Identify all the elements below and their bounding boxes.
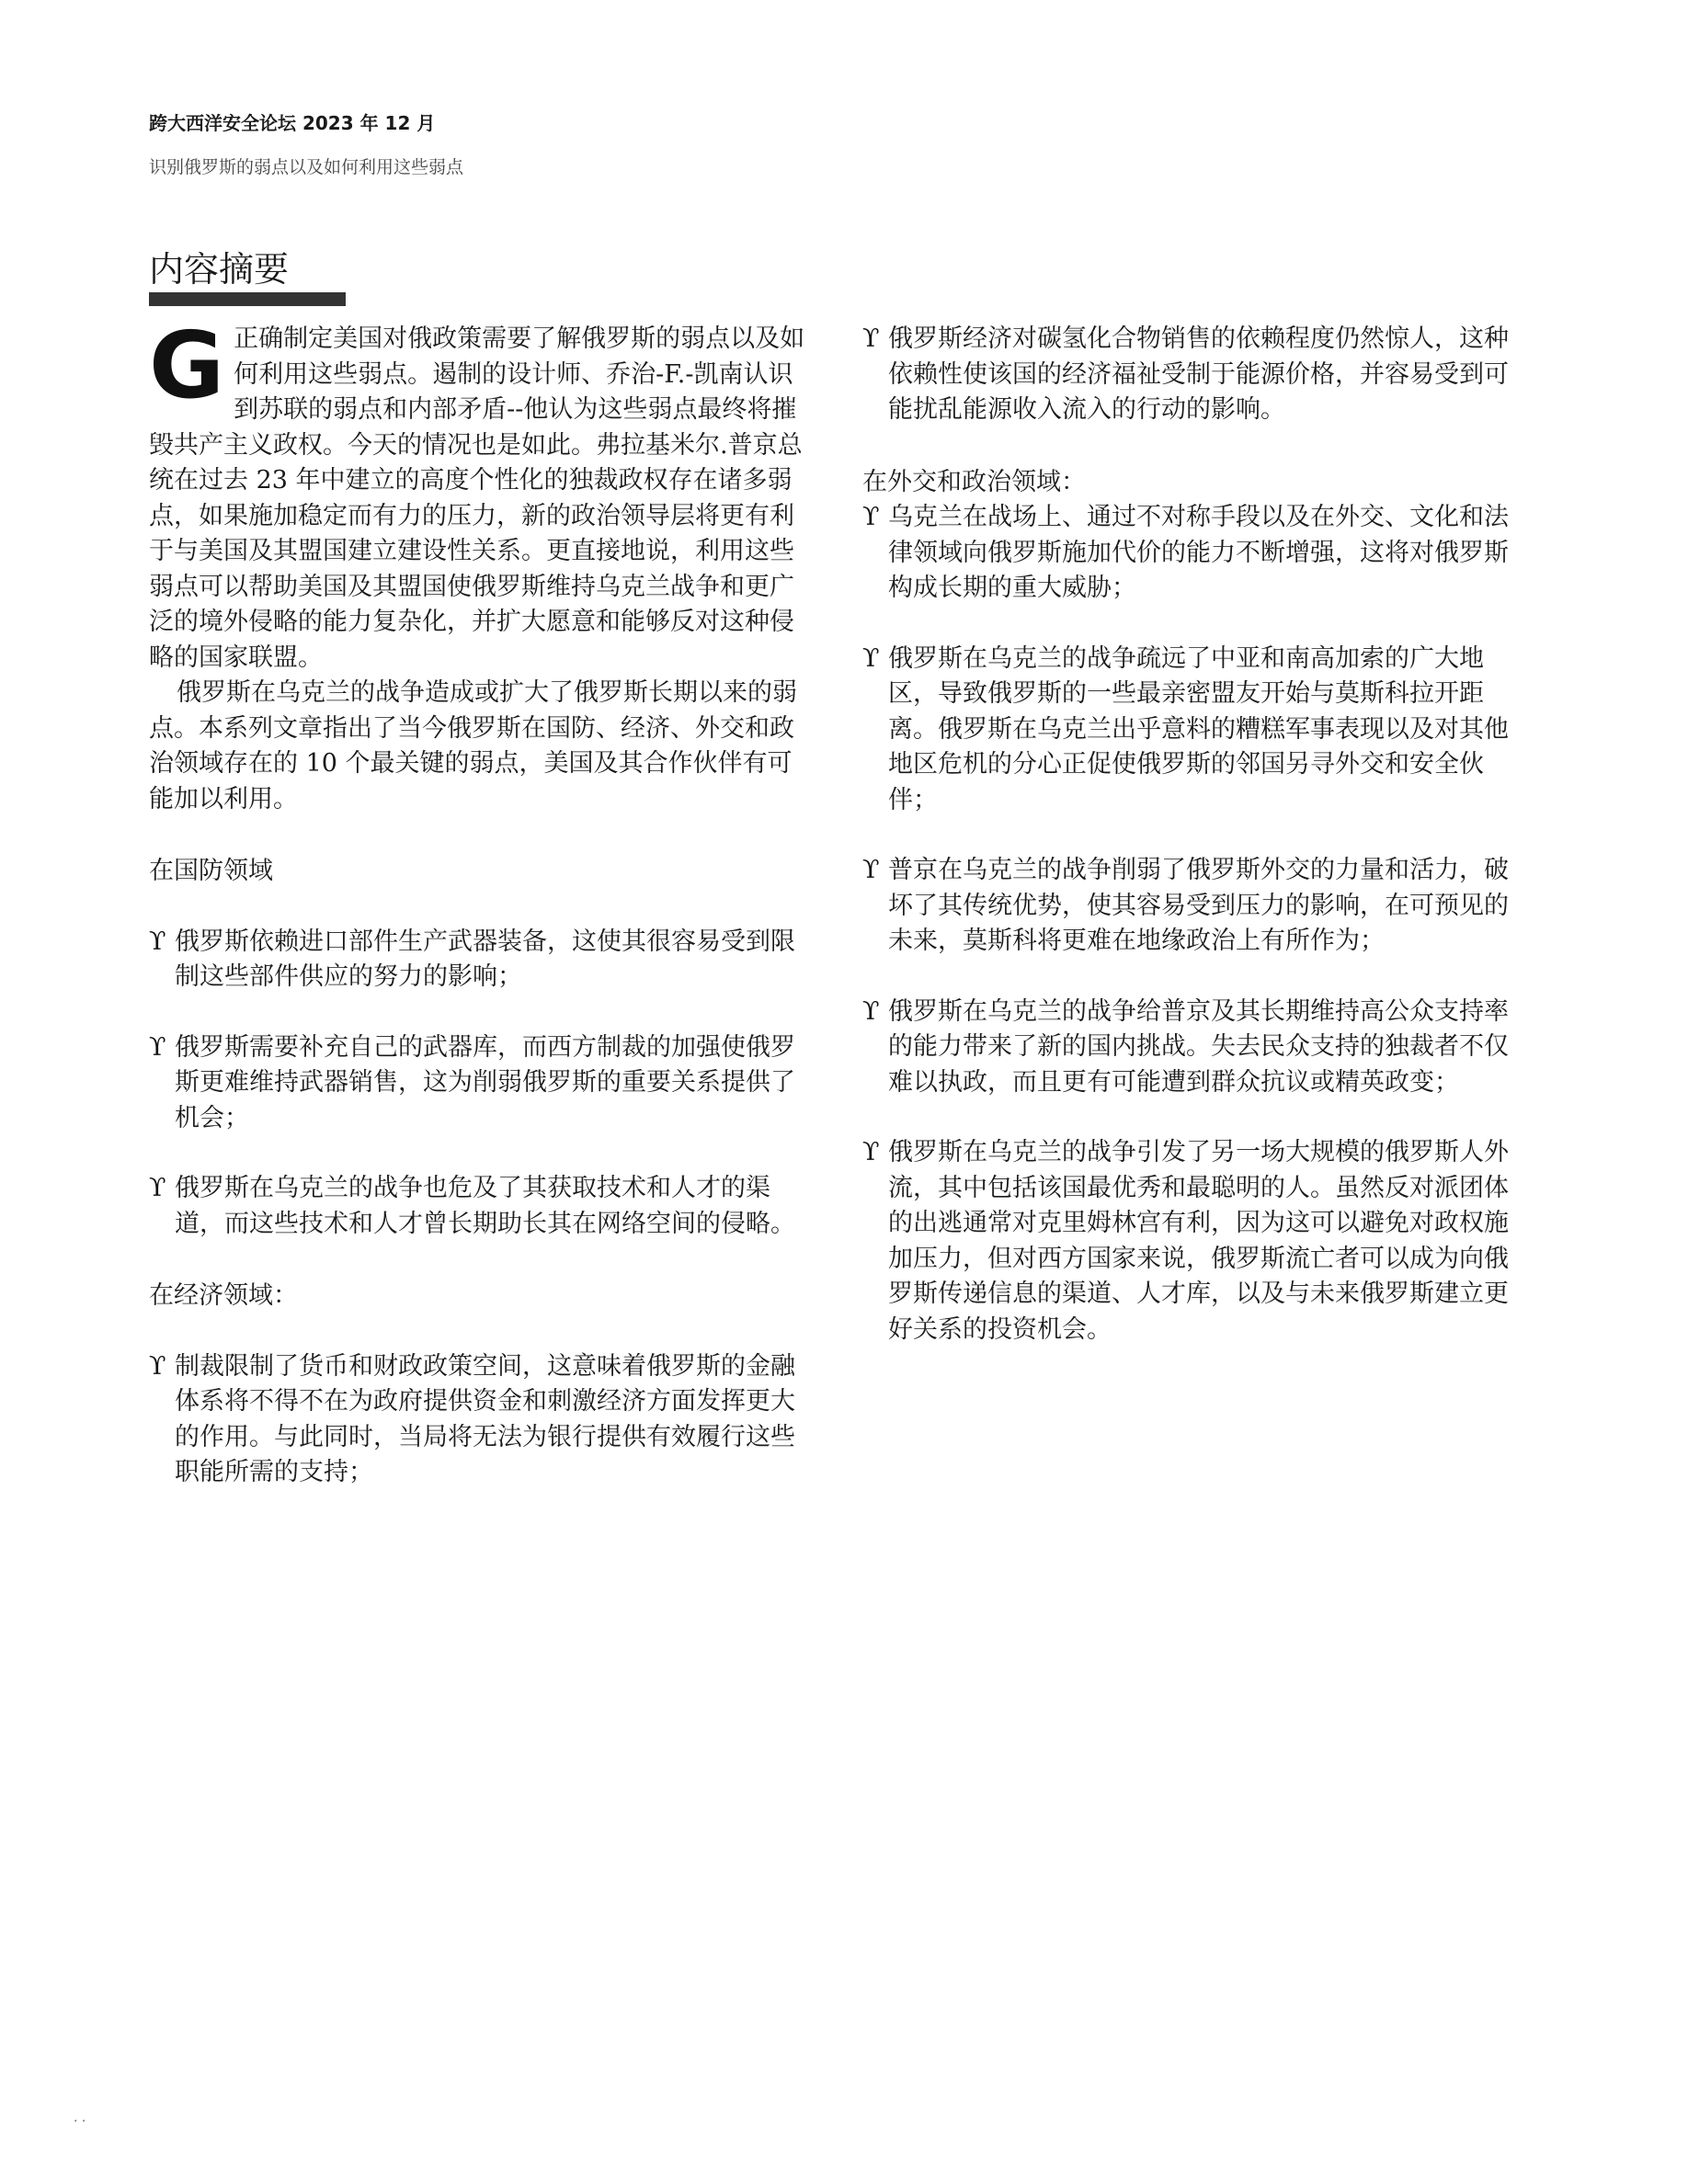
upsilon-bullet-icon: ϒ [149,1174,166,1202]
list-item-text: 俄罗斯在乌克兰的战争引发了另一场大规模的俄罗斯人外流，其中包括该国最优秀和最聪明的人。虽然反对派团体的出逃通常对克里姆林宫有利，因为这可以避免对政权施加压力，但对西方国家来说，俄罗斯流亡者可以成为向俄罗斯传递信息的渠道、人才库，以及与未来俄罗斯建立更好关系的投资机会。 [888,1138,1509,1344]
intro-paragraph-1 [149,312,809,676]
upsilon-bullet-icon: ϒ [862,856,880,884]
publication-subtitle: 识别俄罗斯的弱点以及如何利用这些弱点 [149,157,464,177]
upsilon-bullet-icon: ϒ [862,996,880,1026]
left-column [149,312,809,1491]
section-title: 内容摘要 [149,249,290,290]
list-item [149,925,809,995]
upsilon-bullet-icon: ϒ [149,1351,166,1381]
list-item [862,853,1523,960]
defense-heading: 在国防领域 [149,857,273,885]
publication-title: 跨大西洋安全论坛 2023 年 12 月 [149,112,436,134]
list-item-text: 制裁限制了货币和财政政策空间，这意味着俄罗斯的金融体系将不得不在为政府提供资金和刺激经济方面发挥更大的作用。与此同时，当局将无法为银行提供有效履行这些职能所需的支持； [175,1351,795,1486]
upsilon-bullet-icon: ϒ [862,324,880,353]
economy-list-left [149,1349,809,1491]
list-item-text: 俄罗斯在乌克兰的战争疏远了中亚和南高加索的广大地区，导致俄罗斯的一些最亲密盟友开始与莫斯科拉开距离。俄罗斯在乌克兰出乎意料的糟糕军事表现以及对其他地区危机的分心正促使俄罗斯的邻国另寻外交和安全伙伴； [888,643,1509,814]
title-underline-bar [149,292,346,306]
page-header [149,108,463,178]
list-item [862,642,1523,819]
page-footer-mark: · · [74,2114,86,2129]
list-item [862,322,1523,428]
drop-cap: G [149,312,225,419]
list-item-text: 普京在乌克兰的战争削弱了俄罗斯外交的力量和活力，破坏了其传统优势，使其容易受到压力的影响，在可预见的未来，莫斯科将更难在地缘政治上有所作为； [888,856,1509,955]
intro-paragraph-1-text: 正确制定美国对俄政策需要了解俄罗斯的弱点以及如何利用这些弱点。遏制的设计师、乔治-F.-凯南认识到苏联的弱点和内部矛盾--他认为这些弱点最终将摧毁共产主义政权。今天的情况也是如此。弗拉基米尔.普京总统在过去 23 年中建立的高度个性化的独裁政权存在诸多弱点，如果施加稳定而有力的压力，新的政治领导层将更有利于与美国及其盟国建立建设性关系。更直接地说，利用这些弱点可以帮助美国及其盟国使俄罗斯维持乌克兰战争和更广泛的境外侵略的能力复杂化，并扩大愿意和能够反对这种侵略的国家联盟。 [149,324,805,672]
upsilon-bullet-icon: ϒ [862,643,880,673]
upsilon-bullet-icon: ϒ [149,927,166,956]
list-item-text: 俄罗斯需要补充自己的武器库，而西方制裁的加强使俄罗斯更难维持武器销售，这为削弱俄罗斯的重要关系提供了机会； [175,1032,795,1132]
list-item [149,1030,809,1137]
list-item-text: 俄罗斯在乌克兰的战争给普京及其长期维持高公众支持率的能力带来了新的国内挑战。失去民众支持的独裁者不仅难以执政，而且更有可能遭到群众抗议或精英政变； [888,996,1509,1097]
list-item [862,995,1523,1101]
upsilon-bullet-icon: ϒ [149,1032,166,1062]
diplomacy-heading: 在外交和政治领域： [862,467,1086,496]
list-item [862,500,1523,607]
economy-heading: 在经济领域： [149,1281,298,1310]
intro-paragraph-2: 俄罗斯在乌克兰的战争造成或扩大了俄罗斯长期以来的弱点。本系列文章指出了当今俄罗斯在国防、经济、外交和政治领域存在的 10 个最关键的弱点，美国及其合作伙伴有可能加以利用。 [149,678,797,813]
list-item [862,1135,1523,1348]
list-item-text: 俄罗斯依赖进口部件生产武器装备，这使其很容易受到限制这些部件供应的努力的影响； [175,927,795,991]
list-item-text: 乌克兰在战场上、通过不对称手段以及在外交、文化和法律领域向俄罗斯施加代价的能力不断增强，这将对俄罗斯构成长期的重大威胁； [888,503,1509,602]
upsilon-bullet-icon: ϒ [862,1138,880,1166]
right-column [862,322,1523,1348]
list-item-text: 俄罗斯经济对碳氢化合物销售的依赖程度仍然惊人，这种依赖性使该国的经济福祉受制于能源价格，并容易受到可能扰乱能源收入流入的行动的影响。 [888,324,1509,424]
list-item-text: 俄罗斯在乌克兰的战争也危及了其获取技术和人才的渠道，而这些技术和人才曾长期助长其在网络空间的侵略。 [175,1174,795,1238]
list-item [149,1171,809,1242]
economy-list-right [862,322,1523,428]
diplomacy-list [862,500,1523,1348]
list-item [149,1349,809,1491]
upsilon-bullet-icon: ϒ [862,503,880,531]
defense-list [149,925,809,1243]
